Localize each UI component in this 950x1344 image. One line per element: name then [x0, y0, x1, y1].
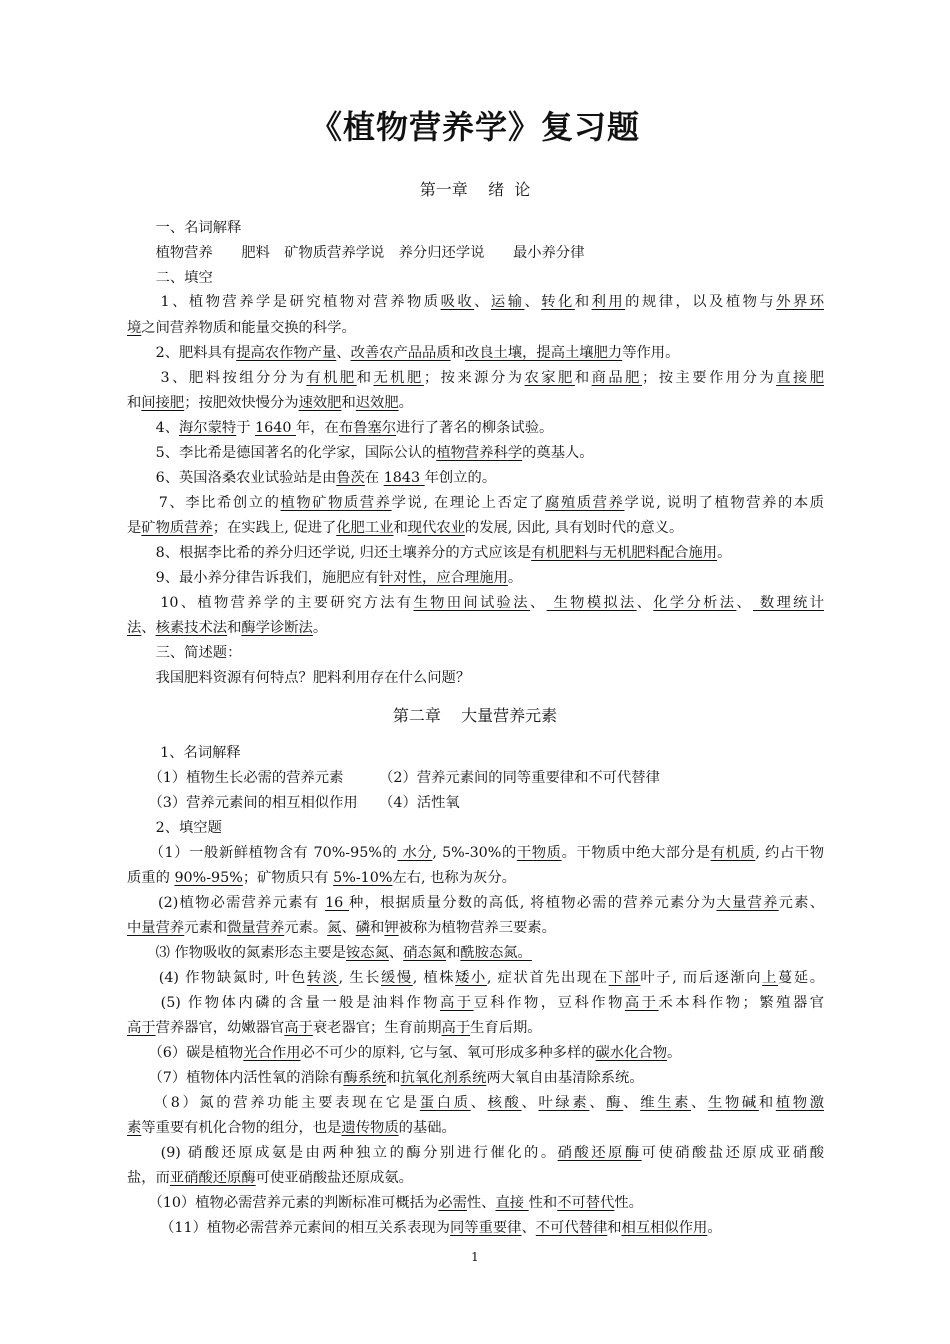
- text-segment: 1、名词解释: [127, 745, 241, 761]
- text-segment: 和: [386, 1070, 401, 1086]
- answer-blank: 酰胺态氮。: [460, 945, 532, 961]
- text-segment: ；按主要作用分为: [641, 370, 777, 386]
- text-segment: 、: [474, 294, 491, 310]
- text-segment: 可使亚硝酸盐还原成氨。: [255, 1170, 413, 1186]
- text-segment: 和: [446, 945, 461, 961]
- text-segment: 种，根据质量分数的高低, 将植物必需的营养元素分为: [349, 895, 717, 911]
- text-segment: 进行了著名的柳条试验。: [396, 420, 554, 436]
- answer-blank: 转淡: [306, 970, 339, 986]
- chapter1-line: [127, 218, 824, 238]
- answer-blank: 90%-95%: [174, 870, 243, 886]
- text-segment: 豆科作物，豆科作物: [473, 995, 625, 1011]
- text-segment: 、: [623, 1095, 641, 1111]
- text-segment: 学说, 说明了植物营养的本质: [624, 495, 824, 511]
- answer-blank: 亚硝酸还原酶: [169, 1170, 256, 1186]
- text-segment: 。: [507, 570, 523, 586]
- chapter1-line: [127, 543, 824, 563]
- answer-blank: 高于: [284, 1020, 313, 1036]
- answer-blank: 抗氧化剂系统: [400, 1070, 487, 1086]
- answer-blank: 现代农业: [407, 520, 465, 536]
- text-segment: , 5%-30%的: [432, 845, 517, 861]
- text-segment: 和: [127, 395, 142, 411]
- text-segment: 和: [356, 370, 374, 386]
- text-segment: ；在实践上, 促进了: [212, 520, 337, 536]
- text-segment: 2、肥料具有: [127, 345, 237, 361]
- answer-blank: 上: [762, 970, 779, 986]
- text-segment: 和: [341, 395, 356, 411]
- answer-blank: 缓慢: [381, 970, 413, 986]
- answer-blank: 光合作用: [243, 1045, 301, 1061]
- text-segment: 、: [524, 294, 542, 310]
- answer-blank: 改善农产品品质: [350, 345, 451, 361]
- text-segment: 。: [667, 1045, 682, 1061]
- text-segment: ；按肥效快慢分为: [184, 395, 299, 411]
- text-segment: （6）碳是植物: [127, 1045, 244, 1061]
- text-segment: 2、填空题: [127, 820, 222, 836]
- answer-blank: 商品肥: [591, 370, 642, 386]
- chapter1-line: [127, 568, 824, 588]
- chapter2-line: [127, 1193, 824, 1213]
- chapter2-line: [127, 918, 824, 938]
- chapter2-line: [127, 818, 824, 838]
- text-segment: 的基础。: [398, 1120, 456, 1136]
- answer-blank: 直接: [495, 1195, 529, 1211]
- text-segment: 等作用。: [622, 345, 680, 361]
- text-segment: 元素和: [184, 920, 228, 936]
- text-segment: 和: [393, 520, 408, 536]
- text-segment: （10）植物必需营养元素的判断标准可概括为: [127, 1195, 439, 1211]
- text-segment: 质重的: [127, 870, 175, 886]
- text-segment: 二、填空: [127, 270, 213, 286]
- text-segment: （1）一般新鲜植物含有 70%-95%的: [127, 845, 398, 861]
- answer-blank: 境: [127, 320, 142, 336]
- text-segment: 的发展, 因此, 具有划时代的意义。: [464, 520, 684, 536]
- answer-blank: 高于: [441, 1020, 471, 1036]
- text-segment: 之间营养物质和能量交换的科学。: [141, 320, 356, 336]
- text-segment: 、: [388, 945, 404, 961]
- text-segment: 5、李比希是德国著名的化学家，国际公认的: [127, 445, 437, 461]
- text-segment: 性和: [528, 1195, 558, 1211]
- text-segment: , 约占干物: [755, 845, 824, 861]
- answer-blank: 叶绿素: [538, 1095, 590, 1111]
- text-segment: 3、肥料按组分分为: [127, 370, 307, 386]
- text-segment: 元素。: [284, 920, 328, 936]
- answer-blank: 核素技术法: [155, 620, 228, 636]
- answer-blank: 矿物质营养: [141, 520, 213, 536]
- text-segment: 和: [574, 370, 592, 386]
- chapter1-line: [127, 418, 824, 438]
- chapter2-line: [127, 843, 824, 863]
- chapter2-line: [127, 1018, 824, 1038]
- text-segment: 左右, 也称为灰分。: [392, 870, 516, 886]
- text-segment: 性。: [614, 1195, 643, 1211]
- answer-blank: 吸收: [440, 294, 475, 310]
- answer-blank: 素: [127, 1120, 142, 1136]
- text-segment: （11）植物必需营养元素间的相互关系表现为: [127, 1220, 450, 1236]
- chapter2-line: [127, 868, 824, 888]
- chapter2-line: [127, 743, 824, 763]
- text-segment: ；按来源分为: [423, 370, 525, 386]
- answer-blank: 中量营养: [127, 920, 185, 936]
- chapter1-line: [127, 292, 824, 312]
- answer-blank: 法: [127, 620, 142, 636]
- text-segment: 和: [227, 620, 242, 636]
- answer-blank: 生物田间试验法: [413, 595, 530, 611]
- text-segment: 。: [398, 395, 413, 411]
- text-segment: (4) 作物缺氮时, 叶色: [127, 970, 307, 986]
- answer-blank: 迟效肥: [355, 395, 399, 411]
- text-segment: 年，在: [295, 420, 339, 436]
- text-segment: 被称为植物营养三要素。: [398, 920, 556, 936]
- chapter2-line: [127, 1143, 824, 1163]
- answer-blank: 矮小: [455, 970, 487, 986]
- chapter1-line: [127, 393, 824, 413]
- chapter2-line: [127, 1093, 824, 1113]
- chapter1-heading: 第一章 绪 论: [419, 180, 531, 199]
- text-segment: 于: [236, 420, 256, 436]
- text-segment: （1）植物生长必需的营养元素 （2）营养元素间的同等重要律和不可代替律: [127, 770, 660, 786]
- text-segment: 、: [470, 1095, 488, 1111]
- text-segment: 两大氧自由基清除系统。: [486, 1070, 644, 1086]
- chapter2-line: [127, 768, 824, 788]
- answer-blank: 有机肥: [306, 370, 357, 386]
- answer-blank: 数理统计: [753, 595, 824, 611]
- chapter1-line: [127, 343, 824, 363]
- text-segment: 叶子, 而后逐渐向: [640, 970, 763, 986]
- chapter2-line: [127, 793, 824, 813]
- text-segment: 是: [127, 520, 142, 536]
- text-segment: 在: [364, 470, 384, 486]
- text-segment: 、: [521, 1220, 536, 1236]
- answer-blank: 下部: [608, 970, 641, 986]
- answer-blank: 铵态氮: [346, 945, 389, 961]
- answer-blank: 腐殖质营养: [545, 495, 625, 511]
- answer-blank: 高于: [624, 995, 659, 1011]
- text-segment: 元素、: [778, 895, 824, 911]
- answer-blank: 运输: [490, 294, 525, 310]
- answer-blank: 碳水化合物: [595, 1045, 668, 1061]
- answer-blank: 1843: [383, 470, 425, 486]
- text-segment: 、: [141, 620, 156, 636]
- answer-blank: 间接肥: [141, 395, 185, 411]
- answer-blank: 不可替代: [557, 1195, 615, 1211]
- text-segment: 和: [450, 345, 465, 361]
- text-segment: 、: [341, 920, 356, 936]
- answer-blank: 相互相似作用: [621, 1220, 708, 1236]
- answer-blank: 酶: [606, 1095, 624, 1111]
- chapter1-line: [127, 593, 824, 613]
- text-segment: 4、: [127, 420, 179, 436]
- answer-blank: 生物碱: [708, 1095, 759, 1111]
- text-segment: 、: [589, 1095, 607, 1111]
- chapter2-line: [127, 893, 824, 913]
- answer-blank: 维生素: [640, 1095, 692, 1111]
- answer-blank: 外界环: [776, 294, 824, 310]
- answer-blank: 高于: [440, 995, 474, 1011]
- text-segment: （3）营养元素间的相互相似作用 （4）活性氧: [127, 795, 460, 811]
- chapter2-line: [127, 993, 824, 1013]
- answer-blank: 无机肥: [373, 370, 424, 386]
- text-segment: 1、植物营养学是研究植物对营养物质: [127, 294, 441, 310]
- text-segment: (2)植物必需营养元素有: [127, 895, 326, 911]
- answer-blank: 化学分析法: [653, 595, 737, 611]
- answer-blank: 磷: [355, 920, 371, 936]
- text-segment: 和: [758, 1095, 776, 1111]
- answer-blank: 大量营养: [716, 895, 779, 911]
- chapter1-line: [127, 268, 824, 288]
- answer-blank: 转化: [541, 294, 575, 310]
- text-segment: 植物营养 肥料 矿物质营养学说 养分归还学说 最小养分律: [127, 245, 585, 261]
- answer-blank: 5%-10%: [333, 870, 393, 886]
- text-segment: , 生长: [338, 970, 382, 986]
- answer-blank: 针对性，应合理施用: [379, 570, 508, 586]
- answer-blank: 硝态氮: [403, 945, 447, 961]
- answer-blank: 遗传物质: [341, 1120, 399, 1136]
- chapter1-line: [127, 318, 824, 338]
- text-segment: 一、名词解释: [127, 220, 242, 236]
- text-segment: 。: [717, 545, 732, 561]
- answer-blank: 同等重要律: [449, 1220, 522, 1236]
- text-segment: 和: [607, 1220, 622, 1236]
- text-segment: 、: [691, 1095, 708, 1111]
- text-segment: 、: [529, 595, 547, 611]
- answer-blank: 提高农作物产量: [236, 345, 337, 361]
- text-segment: 营养器官，幼嫩器官: [155, 1020, 285, 1036]
- answer-blank: 16: [325, 895, 350, 911]
- answer-blank: 酶系统: [343, 1070, 387, 1086]
- answer-blank: 不可代替律: [535, 1220, 608, 1236]
- answer-blank: 直接肥: [776, 370, 824, 386]
- text-segment: 、: [636, 595, 654, 611]
- answer-blank: 利用: [591, 294, 626, 310]
- answer-blank: 钾: [384, 920, 399, 936]
- chapter2-heading: 第二章 大量营养元素: [392, 706, 558, 725]
- text-segment: 、: [736, 595, 754, 611]
- answer-blank: 海尔蒙特: [179, 420, 237, 436]
- chapter1-line: [127, 368, 824, 388]
- answer-blank: 蛋白质: [419, 1095, 471, 1111]
- text-segment: 必不可少的原料, 它与氢、氧可形成多种多样的: [300, 1045, 596, 1061]
- chapter1-line: [127, 668, 824, 688]
- text-segment: 生育后期。: [470, 1020, 542, 1036]
- text-segment: 年创立的。: [424, 470, 497, 486]
- chapter2-line: [127, 1043, 824, 1063]
- answer-blank: 水分: [397, 845, 433, 861]
- text-segment: (5) 作物体内磷的含量一般是油料作物: [127, 995, 440, 1011]
- answer-blank: 农家肥: [524, 370, 575, 386]
- chapter2-line: [127, 1068, 824, 1088]
- text-segment: 可使硝酸盐还原成亚硝酸: [641, 1145, 824, 1161]
- answer-blank: 布鲁塞尔: [338, 420, 397, 436]
- text-segment: 6、英国洛桑农业试验站是由: [127, 470, 337, 486]
- text-segment: 9、最小养分律告诉我们，施肥应有: [127, 570, 380, 586]
- text-segment: 等重要有机化合物的组分，也是: [141, 1120, 342, 1136]
- answer-blank: 有机肥料与无机肥料配合施用: [531, 545, 718, 561]
- page-title: 《植物营养学》复习题: [309, 108, 640, 146]
- text-segment: 我国肥料资源有何特点？肥料利用存在什么问题？: [127, 670, 471, 686]
- text-segment: 8、根据李比希的养分归还学说, 归还土壤养分的方式应该是: [127, 545, 532, 561]
- answer-blank: 改良土壤，提高土壤肥力: [464, 345, 623, 361]
- text-segment: 的奠基人。: [522, 445, 594, 461]
- text-segment: 衰老器官；生育前期: [312, 1020, 442, 1036]
- text-segment: 三、简述题：: [127, 645, 242, 661]
- answer-blank: 植物营养科学: [436, 445, 523, 461]
- chapter2-line: [127, 1218, 824, 1238]
- page-number: 1: [471, 1250, 479, 1264]
- answer-blank: 有机质: [710, 845, 756, 861]
- answer-blank: 核酸: [487, 1095, 522, 1111]
- answer-blank: 化肥工业: [336, 520, 394, 536]
- text-segment: 蔓延。: [778, 970, 824, 986]
- text-segment: 禾本科作物；繁殖器官: [658, 995, 824, 1011]
- text-segment: 。: [312, 620, 328, 636]
- answer-blank: 氮: [327, 920, 342, 936]
- answer-blank: 植物激: [775, 1095, 824, 1111]
- answer-blank: 干物质: [516, 845, 562, 861]
- text-segment: 和: [574, 294, 592, 310]
- answer-blank: 鲁茨: [336, 470, 365, 486]
- chapter1-line: [127, 468, 824, 488]
- answer-blank: 硝酸还原酶: [557, 1145, 642, 1161]
- text-segment: , 症状首先出现在: [486, 970, 609, 986]
- text-segment: (9) 硝酸还原成氨是由两种独立的酶分别进行催化的。: [127, 1145, 558, 1161]
- text-segment: 10、植物营养学的主要研究方法有: [127, 595, 414, 611]
- answer-blank: 必需: [438, 1195, 467, 1211]
- chapter2-line: [127, 1118, 824, 1138]
- text-segment: ；矿物质只有: [242, 870, 334, 886]
- chapter1-line: [127, 443, 824, 463]
- answer-blank: 植物矿物质营养: [280, 495, 392, 511]
- text-segment: （7）植物体内活性氧的消除有: [127, 1070, 344, 1086]
- text-segment: 盐，而: [127, 1170, 170, 1186]
- answer-blank: 高于: [127, 1020, 156, 1036]
- chapter1-line: [127, 618, 824, 638]
- text-segment: 的规律，以及植物与: [625, 294, 777, 310]
- text-segment: （8）氮的营养功能主要表现在它是: [127, 1095, 420, 1111]
- text-segment: 性、: [466, 1195, 496, 1211]
- chapter1-line: [127, 643, 824, 663]
- answer-blank: 速效肥: [298, 395, 342, 411]
- answer-blank: 酶学诊断法: [241, 620, 313, 636]
- chapter1-line: [127, 493, 824, 513]
- chapter2-line: [127, 1168, 824, 1188]
- text-segment: 、: [521, 1095, 539, 1111]
- text-segment: ⑶ 作物吸收的氮素形态主要是: [127, 945, 346, 961]
- text-segment: 。: [707, 1220, 722, 1236]
- chapter1-line: [127, 518, 824, 538]
- text-segment: , 植株: [412, 970, 456, 986]
- text-segment: 学说, 在理论上否定了: [391, 495, 546, 511]
- chapter2-line: [127, 943, 824, 963]
- text-segment: 7、李比希创立的: [127, 495, 281, 511]
- text-segment: 、: [336, 345, 351, 361]
- text-segment: 和: [370, 920, 385, 936]
- chapter2-line: [127, 968, 824, 988]
- text-segment: 。干物质中绝大部分是: [561, 845, 711, 861]
- answer-blank: 微量营养: [227, 920, 285, 936]
- answer-blank: 生物模拟法: [546, 595, 637, 611]
- chapter1-line: [127, 243, 824, 263]
- answer-blank: 1640: [255, 420, 296, 436]
